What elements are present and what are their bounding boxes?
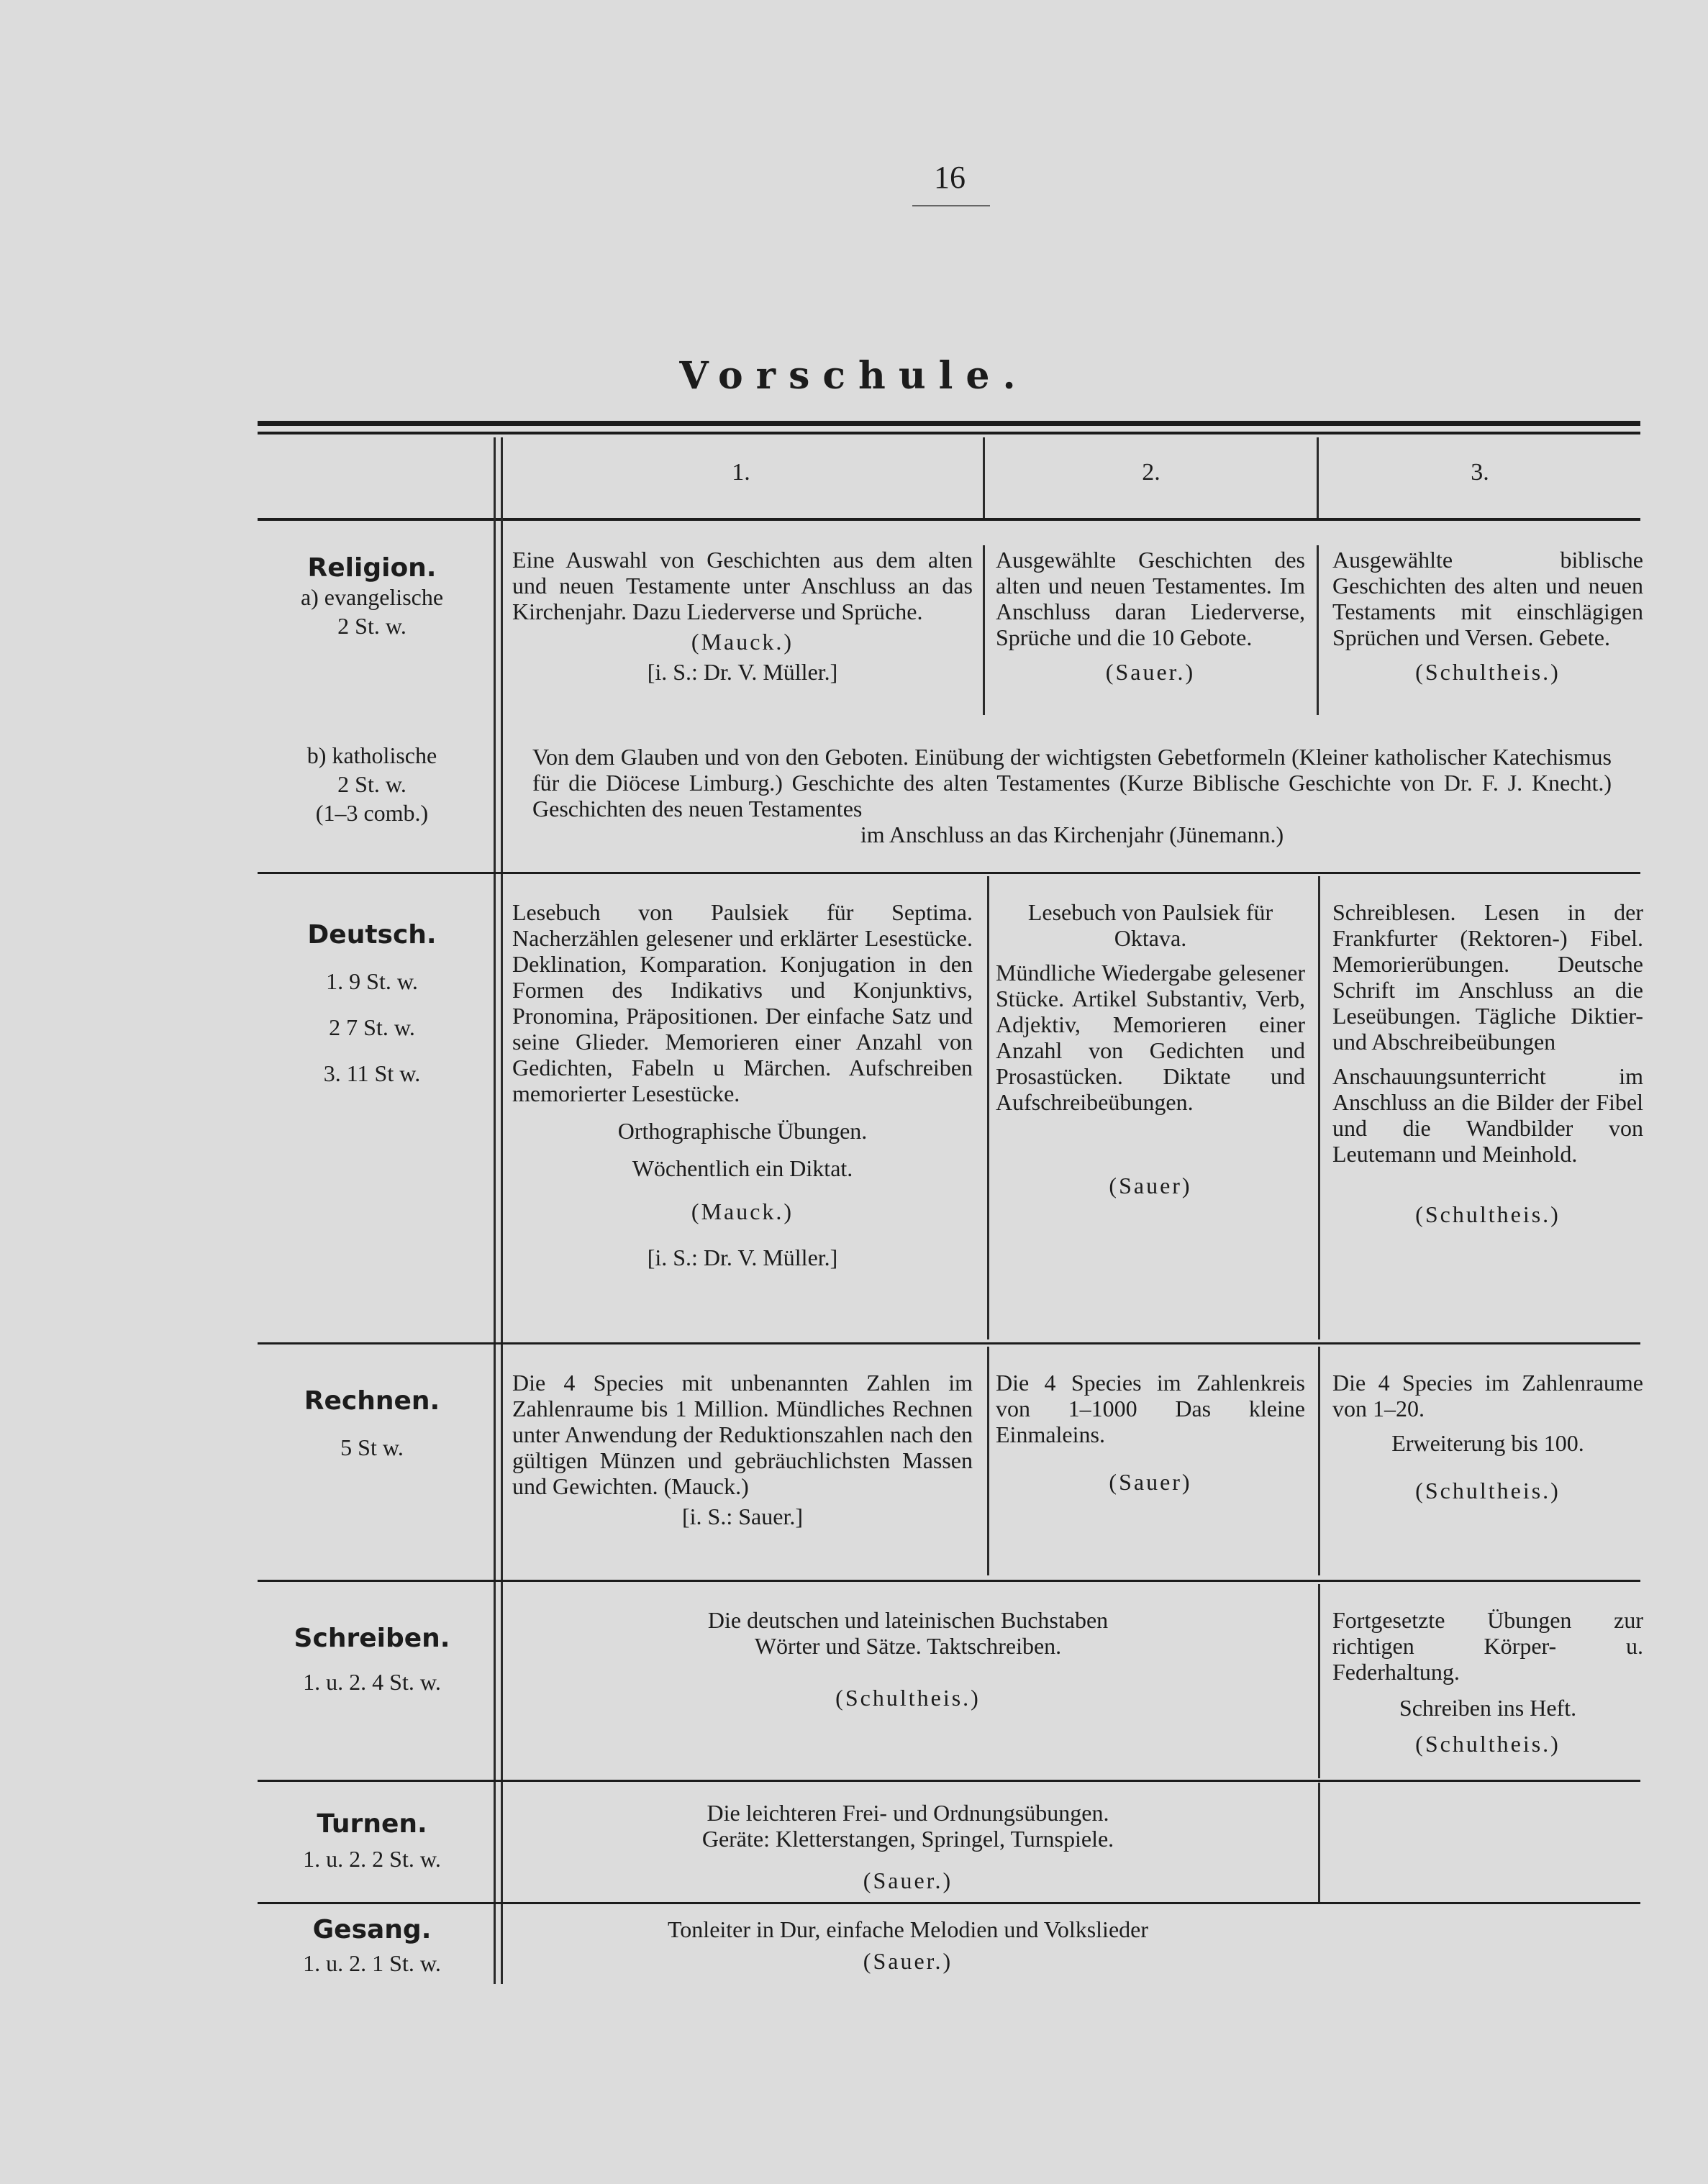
top-rule-thick [258,421,1640,426]
rechnen-col1 [512,1370,973,1529]
schreiben-col12 [512,1607,1304,1711]
column-rule-1-2-deutsch [987,876,989,1339]
religion-col3 [1332,547,1643,685]
deutsch-col1-orthography: Orthographische Übungen. [617,1118,868,1144]
rechnen-col2-teacher: (Sauer) [1109,1469,1192,1495]
page-title: Vorschule. [679,354,1029,398]
schreiben-col12-teacher: (Schultheis.) [835,1685,981,1711]
page-number-rule [912,205,990,206]
religion-katholisch-comb: (1–3 comb.) [315,800,429,826]
deutsch-hours-1: 1. 9 St. w. [326,968,418,994]
rechnen-col3 [1332,1370,1643,1503]
column-rule-1-2-head [983,437,985,518]
row-rule-deutsch-rechnen [258,1342,1640,1344]
column-rule-2-3-religion [1317,545,1319,715]
rechnen-col3-teacher: (Schultheis.) [1415,1478,1561,1503]
subject-column-rule-b [501,437,503,1984]
deutsch-col2-heading: Lesebuch von Paulsiek für Oktava. [1027,899,1273,951]
row-rule-religion-deutsch [258,872,1640,874]
gesang-col12-line1: Tonleiter in Dur, einfache Melodien und Volkslieder [667,1916,1148,1942]
header-bottom-rule [258,518,1640,521]
column-header-1: 1. [732,459,750,486]
religion-col1 [512,547,973,685]
schreiben-col12-line1: Die deutschen und lateinischen Buchstaben [707,1607,1109,1633]
deutsch-col1-substitute: [i. S.: Dr. V. Müller.] [647,1245,838,1270]
religion-subject: Religion. [307,553,437,583]
religion-katholisch-hours: 2 St. w. [337,771,406,797]
turnen-subject-cell [260,1807,483,1876]
religion-evangelisch-hours: 2 St. w. [337,613,406,639]
turnen-subject: Turnen. [317,1809,427,1839]
deutsch-col1-text: Lesebuch von Paulsiek für Septima. Nacherzählen gelesener und erklärter Lesestücke. Deklination, Komparation. Konjugation in den Formen des Indikativs und Konjunktivs, Pronomina, Präpositionen. Der einfache Satz und seine Glieder. Memorieren einer Anzahl von Gedichten, Fabeln u Märchen. Aufschreiben memorierter Lesestücke. [512,899,973,1106]
rechnen-hours: 5 St w. [340,1434,404,1460]
deutsch-col1 [512,899,973,1270]
gesang-col12 [512,1916,1304,1974]
deutsch-hours-2: 2 7 St. w. [329,1014,415,1040]
deutsch-col1-teacher: (Mauck.) [691,1198,794,1224]
schreiben-hours: 1. u. 2. 4 St. w. [303,1669,441,1695]
column-rule-2-3-head [1317,437,1319,518]
deutsch-col2-teacher: (Sauer) [1109,1173,1192,1198]
page-number: 16 [934,160,966,195]
religion-col3-text: Ausgewählte biblische Geschichten des alten und neuen Testaments mit einschlägigen Sprüchen und Versen. Gebete. [1332,547,1643,650]
schreiben-subject: Schreiben. [294,1624,450,1653]
religion-col2-text: Ausgewählte Geschichten des alten und neuen Testamentes. Im Anschluss daran Liederverse, Sprüche und die 10 Gebote. [996,547,1305,650]
religion-col2 [996,547,1305,685]
deutsch-col3 [1332,899,1643,1227]
religion-katholisch-text: Von dem Glauben und von den Geboten. Einübung der wichtigsten Gebetformeln (Kleiner katholischer Katechismus für die Diöcese Limburg.) Geschichte des alten Testamentes (Kurze Biblische Geschichte von Dr. F. J. Knecht.) Geschichten des neuen Testamentes [532,744,1612,822]
deutsch-col2 [996,899,1305,1198]
deutsch-subject: Deutsch. [307,920,437,950]
religion-katholisch-label: b) katholische [306,742,437,768]
deutsch-col3-text: Schreiblesen. Lesen in der Frankfurter (Rektoren-) Fibel. Memorierübungen. Deutsche Schrift im Anschluss an die Leseübungen. Tägliche Diktier- und Abschreibeübungen [1332,899,1643,1055]
column-header-2: 2. [1142,459,1160,486]
column-rule-2-3-turnen [1318,1783,1320,1903]
column-header-3: 3. [1471,459,1489,486]
schreiben-col3 [1332,1607,1643,1757]
religion-col3-teacher: (Schultheis.) [1415,659,1561,685]
rechnen-col2 [996,1370,1305,1495]
schreiben-col3-teacher: (Schultheis.) [1415,1731,1561,1757]
gesang-subject: Gesang. [312,1915,432,1944]
row-rule-turnen-gesang [258,1902,1640,1904]
subject-column-rule-a [494,437,496,1984]
column-rule-2-3-rechnen [1318,1347,1320,1575]
row-rule-rechnen-schreiben [258,1580,1640,1582]
turnen-col12 [512,1800,1304,1893]
column-rule-1-2-religion [983,545,985,715]
gesang-col12-teacher: (Sauer.) [863,1948,953,1974]
turnen-col12-teacher: (Sauer.) [863,1867,953,1893]
religion-subject-cell [260,554,483,640]
rechnen-col1-substitute: [i. S.: Sauer.] [682,1503,803,1529]
religion-col2-teacher: (Sauer.) [1105,659,1196,685]
deutsch-col3-teacher: (Schultheis.) [1415,1201,1561,1227]
rechnen-col3-extension: Erweiterung bis 100. [1391,1430,1584,1456]
gesang-subject-cell [260,1914,483,1980]
religion-evangelisch-label: a) evangelische [300,584,444,610]
deutsch-col3-anschauung: Anschauungsunterricht im Anschluss an die Bilder der Fibel und die Wandbilder von Leutemann und Meinhold. [1332,1063,1643,1167]
deutsch-hours-3: 3. 11 St w. [323,1060,421,1086]
turnen-hours: 1. u. 2. 2 St. w. [303,1846,441,1872]
column-rule-2-3-deutsch [1318,876,1320,1339]
rechnen-col1-text: Die 4 Species mit unbenannten Zahlen im Zahlenraume bis 1 Million. Mündliches Rechnen unter Anwendung der Reduktionszahlen nach den gültigen Münzen und gebräuchlichsten Massen und Gewichten. (Mauck.) [512,1370,973,1499]
rechnen-subject: Rechnen. [304,1386,440,1416]
rechnen-col3-text: Die 4 Species im Zahlenraume von 1–20. [1332,1370,1643,1421]
gesang-hours: 1. u. 2. 1 St. w. [303,1950,441,1976]
deutsch-col2-text: Mündliche Wiedergabe gelesener Stücke. Artikel Substantiv, Verb, Adjektiv, Memorieren einer Anzahl von Gedichten und Prosastücken. Diktate und Aufschreibeübungen. [996,960,1305,1115]
religion-katholisch-cell [260,741,483,827]
schreiben-col12-line2: Wörter und Sätze. Taktschreiben. [754,1633,1062,1659]
row-rule-schreiben-turnen [258,1780,1640,1782]
deutsch-subject-cell [260,912,483,1096]
religion-col1-teacher: (Mauck.) [691,629,794,655]
turnen-col12-line1: Die leichteren Frei- und Ordnungsübungen. [707,1800,1109,1826]
schreiben-col3-heft: Schreiben ins Heft. [1399,1695,1577,1721]
deutsch-col1-dictation: Wöchentlich ein Diktat. [632,1155,853,1181]
top-rule-thin [258,432,1640,434]
religion-col1-substitute: [i. S.: Dr. V. Müller.] [647,659,838,685]
column-rule-2-3-schreiben [1318,1584,1320,1778]
religion-katholisch-text-cell [532,744,1612,847]
religion-col1-text: Eine Auswahl von Geschichten aus dem alten und neuen Testamente unter Anschluss an das Kirchenjahr. Dazu Liederverse und Sprüche. [512,547,973,624]
schreiben-subject-cell [260,1617,483,1703]
rechnen-subject-cell [260,1378,483,1470]
turnen-col12-line2: Geräte: Kletterstangen, Springel, Turnspiele. [701,1826,1114,1852]
religion-katholisch-last: im Anschluss an das Kirchenjahr (Jünemann.) [860,822,1284,847]
rechnen-col2-text: Die 4 Species im Zahlenkreis von 1–1000 Das kleine Einmaleins. [996,1370,1305,1447]
column-rule-1-2-rechnen [987,1347,989,1575]
schreiben-col3-text: Fortgesetzte Übungen zur richtigen Körper- u. Federhaltung. [1332,1607,1643,1685]
